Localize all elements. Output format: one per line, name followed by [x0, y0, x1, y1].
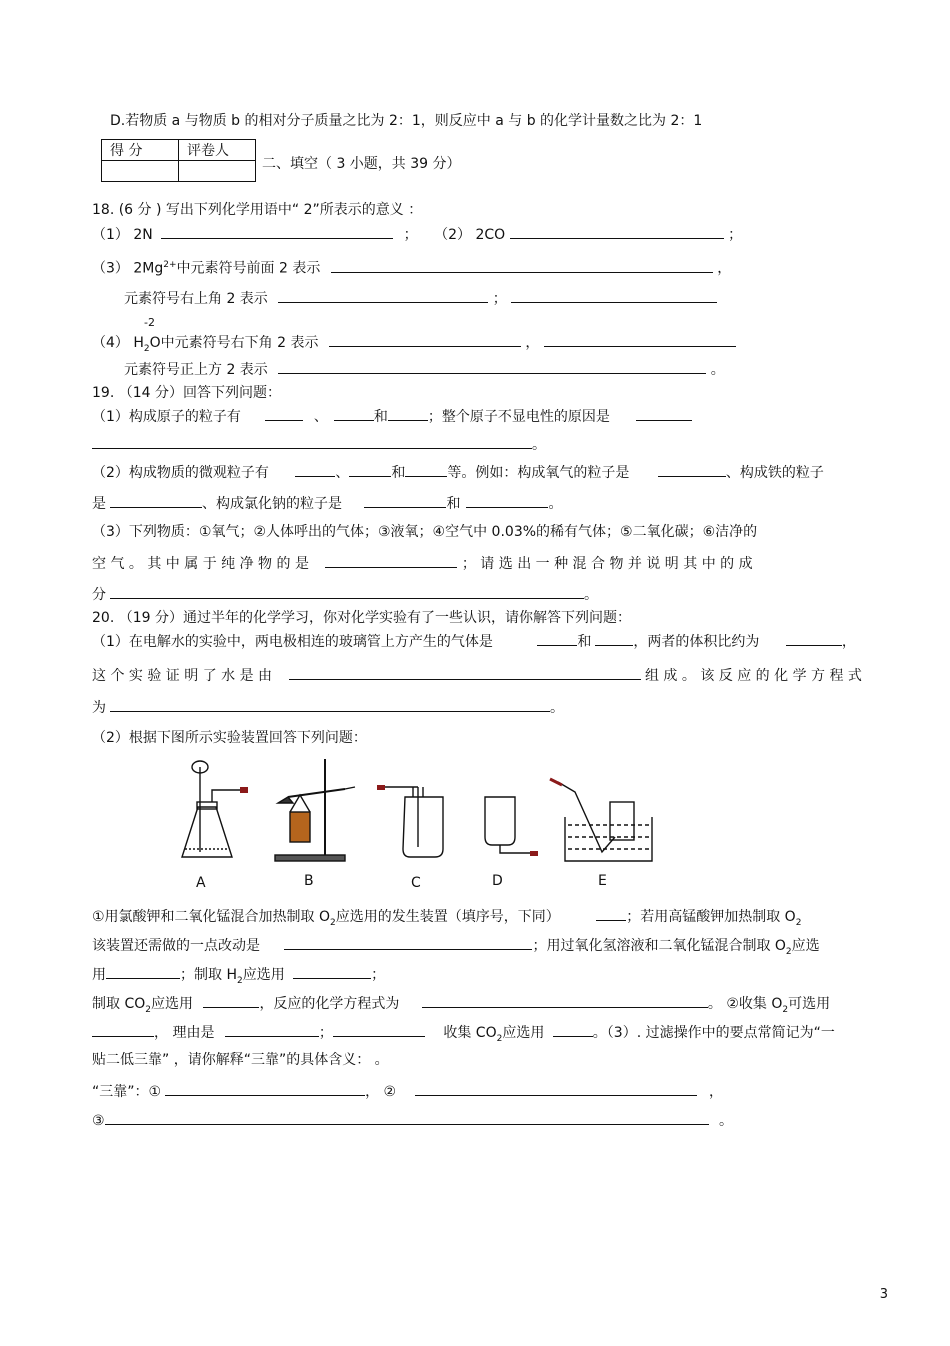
q20-l2c: 应选 — [791, 938, 820, 954]
apparatus-e-trough — [550, 779, 652, 861]
q20-p1-and: 和 — [577, 634, 592, 650]
q20-end: 。 — [550, 700, 564, 716]
q20-sub: 2 — [785, 946, 792, 957]
q18-sep: ； — [492, 291, 507, 307]
q20-line-1c — [92, 697, 564, 717]
q20-sub: 2 — [236, 975, 243, 986]
grader-header: 评卷人 — [179, 140, 256, 161]
q19-p2-blank-7[interactable] — [466, 493, 548, 508]
q19-p3-line2b: ； 请 选 出 一 种 混 合 物 并 说 明 其 中 的 成 — [461, 556, 753, 572]
q18-p4-sub2: 2 — [143, 343, 150, 354]
apparatus-a-flask — [182, 761, 248, 857]
q19-line-3c — [92, 584, 598, 604]
label-d: D — [492, 873, 503, 889]
apparatus-b-stand — [275, 759, 355, 861]
apparatus-figure — [170, 757, 670, 872]
q20-p1-line2a: 这 个 实 验 证 明 了 水 是 由 — [92, 668, 273, 684]
q20-l7-blank-1[interactable] — [165, 1081, 365, 1096]
q20-l2-blank-1[interactable] — [284, 935, 532, 950]
q20-l7c: ， — [708, 1084, 723, 1100]
q20-l7a: “三靠”：① — [92, 1084, 162, 1100]
label-b: B — [304, 873, 314, 889]
q20-l8-blank[interactable] — [105, 1110, 709, 1125]
score-table — [101, 139, 256, 182]
q18-end: 。 — [710, 362, 725, 378]
q18-sep: ； — [403, 227, 418, 243]
q20-l3-blank-2[interactable] — [293, 964, 371, 979]
q20-l5e: 。（3）. 过滤操作中的要点常简记为“一 — [592, 1025, 835, 1041]
q20-l5d: 应选用 — [502, 1025, 545, 1041]
q20-p1-ratio: ，两者的体积比约为 — [633, 634, 760, 650]
q20-l2 — [92, 935, 820, 961]
q19-p1-sep2: 和 — [373, 409, 388, 425]
q20-l3 — [92, 964, 385, 990]
q20-l4b: 应选用 — [150, 996, 193, 1012]
q19-p2-line2a: 是 — [92, 496, 106, 512]
q20-l7-blank-2[interactable] — [415, 1081, 697, 1096]
q18-p3-prefix: （3） 2Mg — [92, 260, 164, 277]
q19-p2-sep1: 、 — [335, 465, 350, 481]
q19-stem: 19. （14 分）回答下列问题： — [92, 385, 281, 401]
q19-p1-blank-5[interactable] — [92, 434, 532, 449]
q18-line-4b — [124, 359, 725, 379]
q19-p2: （2）构成物质的微观粒子有 — [92, 465, 269, 481]
q20-l4d: 。 ②收集 O — [707, 996, 783, 1012]
q20-l5-blank-4[interactable] — [553, 1022, 593, 1037]
q18-p3b-blank-2[interactable] — [511, 288, 717, 303]
label-c: C — [411, 875, 421, 891]
q19-p2-blank-1[interactable] — [295, 462, 335, 477]
q19-line-2 — [92, 462, 824, 482]
q20-l8b: 。 — [719, 1113, 734, 1129]
q19-end: 。 — [584, 587, 598, 603]
q20-l7 — [92, 1081, 723, 1101]
q19-p2-blank-5[interactable] — [110, 493, 202, 508]
q20-l4a: 制取 CO — [92, 996, 146, 1012]
q20-p1-blank-5[interactable] — [110, 697, 550, 712]
q20-l2b: ；用过氧化氢溶液和二氧化锰混合制取 O — [532, 938, 786, 954]
q20-l1b: 应选用的发生装置（填序号，下同） — [335, 909, 560, 925]
q20-l5-blank-3[interactable] — [333, 1022, 425, 1037]
q19-p1-blank-4[interactable] — [636, 406, 692, 421]
score-cell[interactable] — [102, 161, 179, 182]
q20-l5b: ； — [318, 1025, 333, 1041]
q20-l5-blank-1[interactable] — [92, 1022, 154, 1037]
q18-p3-sub: 元素符号右上角 2 表示 — [124, 291, 268, 307]
section-title: 二、填空（ 3 小题，共 39 分） — [262, 156, 461, 172]
q20-l4-blank-1[interactable] — [203, 993, 259, 1008]
q20-p1: （1）在电解水的实验中，两电极相连的玻璃管上方产生的气体是 — [92, 634, 493, 650]
q19-p1-tail: ；整个原子不显电性的原因是 — [427, 409, 610, 425]
q20-l3a: 用 — [92, 967, 106, 983]
q19-line-2b — [92, 493, 562, 513]
q18-line-3 — [92, 256, 731, 278]
q18-line-4 — [92, 332, 736, 358]
q20-l3b: ；制取 H — [180, 967, 237, 983]
q20-l6: 贴二低三靠” ，请你解释“三靠”的具体含义： 。 — [92, 1052, 389, 1068]
q19-p2-tail: 等。例如：构成氧气的粒子是 — [447, 465, 630, 481]
grader-cell[interactable] — [179, 161, 256, 182]
score-header: 得 分 — [102, 140, 179, 161]
q18-p2-label: （2） 2CO — [434, 227, 506, 243]
q20-p1-line2b: 组 成 。 该 反 应 的 化 学 方 程 式 — [644, 668, 862, 684]
q18-p3b-blank-1[interactable] — [278, 288, 488, 303]
q19-p3-blank-1[interactable] — [325, 553, 457, 568]
q20-l3c: 应选用 — [242, 967, 285, 983]
q19-p2-blank-6[interactable] — [364, 493, 446, 508]
q19-p1: （1）构成原子的粒子有 — [92, 409, 241, 425]
q19-p1-sep1: 、 — [313, 409, 328, 425]
q18-p2-blank[interactable] — [510, 224, 724, 239]
q20-l8a: ③ — [92, 1113, 105, 1129]
q20-l4-blank-2[interactable] — [422, 993, 708, 1008]
q20-l1a: ①用氯酸钾和二氧化锰混合加热制取 O — [92, 909, 331, 925]
q18-p4-prefix: （4） H — [92, 335, 144, 351]
q20-l4c: ，反应的化学方程式为 — [259, 996, 400, 1012]
q20-sep: ， — [841, 634, 856, 650]
q19-p2-blank-4[interactable] — [658, 462, 726, 477]
q20-p1-line3: 为 — [92, 700, 106, 716]
q20-l3d: ； — [371, 967, 386, 983]
apparatus-c-bottle — [377, 785, 443, 857]
q19-p2-line2c: 和 — [446, 496, 461, 512]
q18-line-1 — [92, 224, 742, 244]
q20-p1-blank-4[interactable] — [289, 665, 641, 680]
q20-l4 — [92, 993, 830, 1019]
q19-end: 。 — [548, 496, 563, 512]
q19-p2-sep2: 和 — [391, 465, 406, 481]
q20-sub: 2 — [330, 917, 336, 928]
q18-p3-text: 中元素符号前面 2 表示 — [176, 260, 321, 277]
q18-p4-sub: 元素符号正上方 2 表示 — [124, 362, 268, 378]
q20-l1c: ；若用高锰酸钾加热制取 O — [626, 909, 796, 925]
q18-line-3b — [124, 288, 717, 308]
q20-line-1 — [92, 631, 856, 651]
q18-p4-o: O — [149, 335, 161, 351]
q20-l2a: 该装置还需做的一点改动是 — [92, 938, 260, 954]
q18-p4-text: 中元素符号右下角 2 表示 — [160, 335, 319, 351]
q20-l1-blank-1[interactable] — [596, 906, 626, 921]
q20-line-1b — [92, 665, 862, 685]
q20-l7b: ， ② — [365, 1084, 397, 1100]
q19-p1-blank-2[interactable] — [334, 406, 374, 421]
q19-p3: （3）下列物质：①氧气；②人体呼出的气体；③液氧；④空气中 0.03%的稀有气体；⑤二氧化碳；⑥洁净的 — [92, 524, 758, 540]
q18-p3-blank[interactable] — [331, 258, 713, 273]
q18-p4-above: -2 — [144, 316, 155, 329]
q20-p1-blank-1[interactable] — [537, 631, 577, 646]
q20-l3-blank-1[interactable] — [106, 964, 180, 979]
q18-sep: ， — [717, 260, 732, 277]
q19-line-1 — [92, 406, 692, 426]
q18-p4b-blank[interactable] — [278, 359, 706, 374]
q20-p1-blank-2[interactable] — [595, 631, 633, 646]
q20-p1-blank-3[interactable] — [786, 631, 842, 646]
q19-end: 。 — [532, 437, 546, 453]
q20-l4e: 可选用 — [788, 996, 831, 1012]
apparatus-d-bottle — [485, 797, 538, 856]
q18-p4-blank-2[interactable] — [544, 332, 736, 347]
q19-p3-line3: 分 — [92, 587, 106, 603]
q20-p2: （2）根据下图所示实验装置回答下列问题： — [92, 730, 367, 746]
label-a: A — [196, 875, 206, 891]
q19-p2-iron: 、构成铁的粒子 — [725, 465, 824, 481]
page-number: 3 — [879, 1287, 888, 1302]
q18-p1-label: （1） 2N — [92, 227, 153, 243]
q19-line-3b — [92, 553, 753, 573]
q20-l5a: ， 理由是 — [154, 1025, 215, 1041]
q20-l5 — [92, 1022, 835, 1048]
q20-sub: 2 — [496, 1033, 503, 1044]
q19-p3-blank-2[interactable] — [110, 584, 584, 599]
q19-p2-line2b: 、构成氯化钠的粒子是 — [202, 496, 342, 512]
q18-stem: 18. (6 分 ) 写出下列化学用语中“ 2”所表示的意义 ： — [92, 202, 423, 218]
q17-option-d: D.若物质 a 与物质 b 的相对分子质量之比为 2：1，则反应中 a 与 b 的化学计量数之比为 2：1 — [110, 113, 703, 129]
q20-l5-blank-2[interactable] — [225, 1022, 319, 1037]
q19-p2-blank-3[interactable] — [405, 462, 447, 477]
q19-p2-blank-2[interactable] — [349, 462, 391, 477]
label-e: E — [598, 873, 607, 889]
q20-l5c: 收集 CO — [443, 1025, 497, 1041]
q18-p4-blank-1[interactable] — [329, 332, 521, 347]
q18-p1-blank[interactable] — [161, 224, 393, 239]
q19-p3-line2a: 空 气 。 其 中 属 于 纯 净 物 的 是 — [92, 556, 309, 572]
q20-stem: 20. （19 分）通过半年的化学学习，你对化学实验有了一些认识，请你解答下列问题： — [92, 610, 631, 626]
q20-l1 — [92, 906, 801, 932]
q19-p1-blank-1[interactable] — [265, 406, 303, 421]
q19-line-1b — [92, 434, 546, 454]
q20-sub: 2 — [782, 1004, 789, 1015]
q20-l8 — [92, 1110, 733, 1130]
q18-sep: ， — [525, 335, 540, 351]
q20-sub: 2 — [145, 1004, 151, 1015]
q19-p1-blank-3[interactable] — [388, 406, 428, 421]
q18-sep: ； — [728, 227, 743, 243]
q20-sub: 2 — [795, 917, 802, 928]
q18-p3-sup: 2+ — [163, 260, 177, 270]
